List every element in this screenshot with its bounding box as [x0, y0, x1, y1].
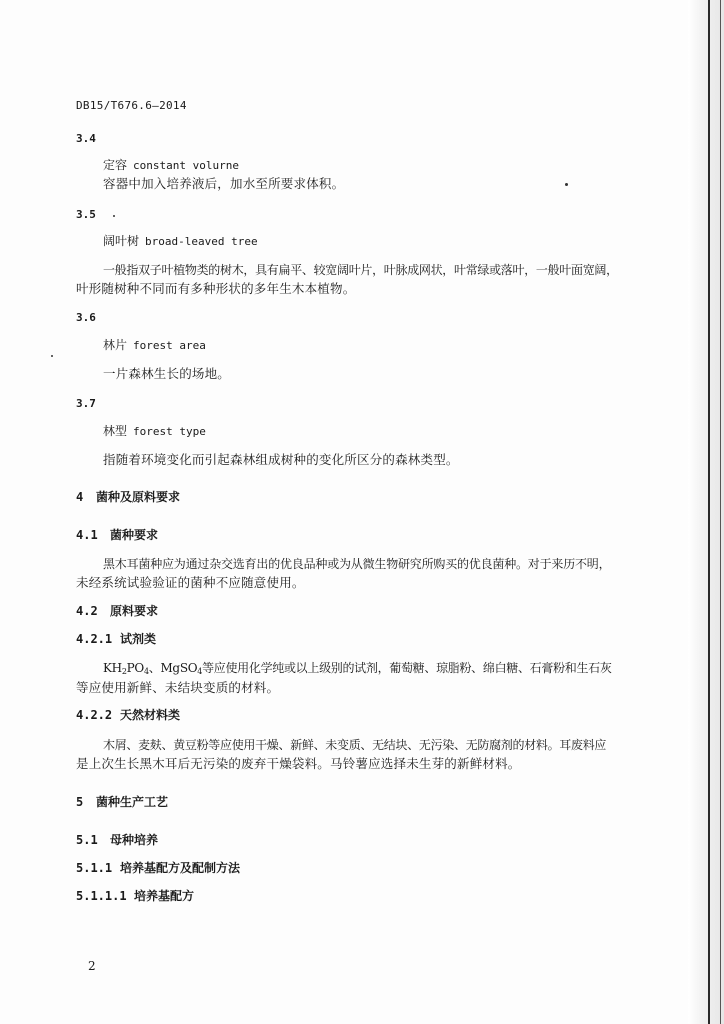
section-title: 菌种生产工艺: [96, 795, 169, 809]
term-chinese: 定容: [103, 158, 128, 172]
scan-speck: [51, 355, 53, 357]
section-heading: [76, 860, 240, 876]
term-chinese: 林片: [103, 338, 128, 352]
section-number: 5: [76, 795, 84, 809]
scan-edge-line: [720, 0, 721, 1024]
term-entry: [103, 233, 258, 250]
scan-edge-line: [708, 0, 710, 1024]
section-number: 4.2.2: [76, 708, 113, 722]
section-heading: [76, 707, 180, 723]
paragraph-line: 等应使用新鲜、未结块变质的材料。: [76, 680, 280, 695]
section-title: 培养基配方及配制方法: [120, 861, 241, 875]
scan-speck: [113, 215, 115, 217]
scan-edge: [688, 0, 724, 1024]
section-number: 5.1.1.1: [76, 889, 127, 903]
section-heading: [76, 631, 156, 647]
term-entry: [103, 157, 239, 174]
term-definition: 指随着环境变化而引起森林组成树种的变化所区分的森林类型。: [103, 452, 459, 467]
formula-text: PO: [126, 661, 144, 675]
term-definition: 一片森林生长的场地。: [103, 366, 231, 381]
scan-speck: [565, 183, 568, 186]
paragraph-line: [103, 660, 612, 676]
section-title: 原料要求: [110, 604, 159, 618]
clause-number: 3.7: [76, 397, 96, 410]
page-number: 2: [88, 959, 96, 973]
term-english: forest type: [133, 425, 206, 438]
section-number: 4.2: [76, 604, 98, 618]
document-header-code: DB15/T676.6—2014: [76, 99, 187, 112]
section-heading: [76, 603, 158, 619]
clause-number: 3.4: [76, 132, 96, 145]
formula-subscript: 4: [197, 667, 203, 676]
paragraph-text: 等应使用化学纯或以上级别的试剂，葡萄糖、琼脂粉、绵白糖、石膏粉和生石灰: [202, 661, 612, 675]
formula-text: 、MgSO: [148, 661, 198, 675]
clause-number: 3.5: [76, 208, 96, 221]
paragraph-line: 黑木耳菌种应为通过杂交选育出的优良品种或为从微生物研究所购买的优良菌种。对于来历不明，: [103, 557, 611, 571]
section-title: 菌种及原料要求: [96, 490, 181, 504]
formula-subscript: 4: [143, 667, 149, 676]
section-heading: [76, 832, 158, 848]
section-title: 天然材料类: [120, 708, 181, 722]
section-title: 培养基配方: [134, 889, 195, 903]
section-title: 母种培养: [110, 833, 159, 847]
clause-number: 3.6: [76, 311, 96, 324]
paragraph-line: 未经系统试验验证的菌种不应随意使用。: [76, 575, 305, 590]
term-chinese: 阔叶树: [103, 234, 140, 248]
section-heading: [76, 794, 168, 810]
term-definition: 容器中加入培养液后，加水至所要求体积。: [103, 176, 345, 191]
term-english: constant volurne: [133, 159, 239, 172]
term-english: broad-leaved tree: [145, 235, 258, 248]
section-heading: [76, 527, 158, 543]
section-heading: [76, 888, 194, 904]
section-number: 4.2.1: [76, 632, 113, 646]
section-heading: [76, 489, 180, 505]
formula-text: KH: [103, 661, 122, 675]
term-definition: 叶形随树种不同而有多种形状的多年生木本植物。: [76, 281, 356, 296]
term-english: forest area: [133, 339, 206, 352]
section-number: 5.1.1: [76, 861, 113, 875]
paragraph-line: 是上次生长黑木耳后无污染的废弃干燥袋料。马铃薯应选择未生芽的新鲜材料。: [76, 756, 521, 771]
formula-subscript: 2: [121, 667, 127, 676]
section-title: 菌种要求: [110, 528, 159, 542]
section-number: 5.1: [76, 833, 98, 847]
section-number: 4: [76, 490, 84, 504]
section-title: 试剂类: [120, 632, 157, 646]
term-definition: 一般指双子叶植物类的树木，具有扁平、较宽阔叶片，叶脉成网状，叶常绿或落叶，一般叶面宽阔，: [103, 263, 618, 277]
section-number: 4.1: [76, 528, 98, 542]
term-entry: [103, 423, 206, 440]
term-entry: [103, 337, 206, 354]
term-chinese: 林型: [103, 424, 128, 438]
paragraph-line: 木屑、麦麸、黄豆粉等应使用干燥、新鲜、未变质、无结块、无污染、无防腐剂的材料。耳废料应: [103, 738, 607, 752]
